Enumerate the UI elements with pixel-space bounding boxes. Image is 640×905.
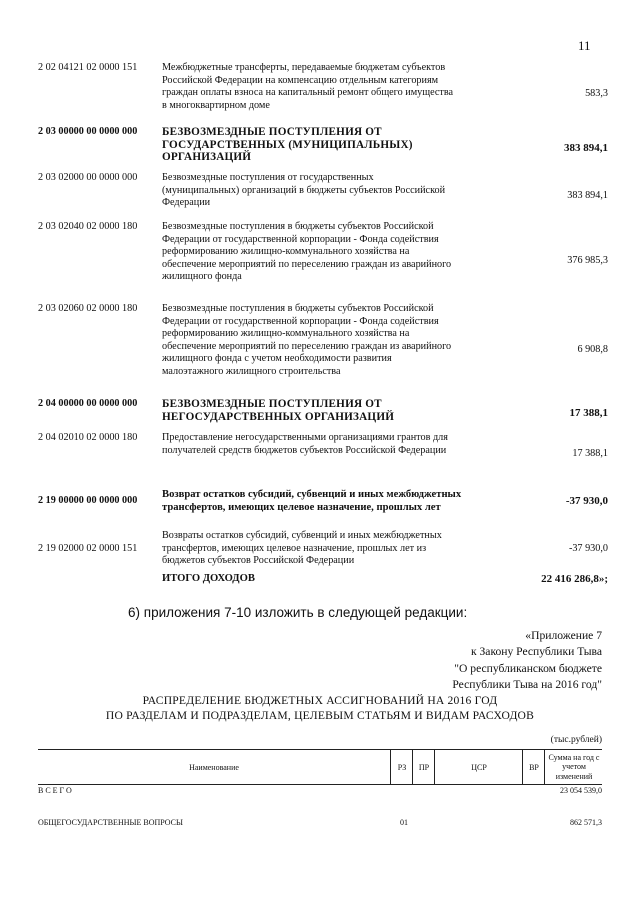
budget-code: 2 03 02060 02 0000 180 xyxy=(38,303,138,314)
revenue-row xyxy=(38,126,608,166)
table-header xyxy=(38,749,602,785)
revenue-description: Межбюджетные трансферты, передаваемые бюджетам субъектов Российской Федерации на компенсацию отдельным категориям граждан оплаты взноса на капитальный ремонт общего имущества в многоквартирном доме xyxy=(162,62,454,111)
revenue-amount: 6 908,8 xyxy=(577,344,608,355)
units-label: (тыс.рублей) xyxy=(550,735,602,745)
total-sum: 23 054 539,0 xyxy=(560,786,602,795)
revenue-row xyxy=(38,489,608,517)
revenue-amount: 383 894,1 xyxy=(567,190,608,201)
revenue-description: Возвраты остатков субсидий, субвенций и иных межбюджетных трансфертов, имеющих целевое назначение, прошлых лет из бюджетов субъектов Российской Федерации xyxy=(162,530,442,567)
section-rz: 01 xyxy=(400,818,408,827)
revenue-description: Безвозмездные поступления в бюджеты субъектов Российской Федерации от государственной корпорации - Фонда содействия реформированию жилищно-коммунального хозяйства на обеспечение мероприятий по переселению граждан из аварийного жилищного фонда с учетом необходимости развития малоэтажного жилищного строительства xyxy=(162,303,452,377)
budget-code: 2 03 02000 00 0000 000 xyxy=(38,172,138,183)
revenue-row xyxy=(38,62,608,116)
page-number: 11 xyxy=(578,38,591,53)
revenue-description: Возврат остатков субсидий, субвенций и иных межбюджетных трансфертов, имеющих целевое назначение, прошлых лет xyxy=(162,489,462,513)
column-header-csr: ЦСР xyxy=(434,750,523,784)
column-header-pr: ПР xyxy=(412,750,435,784)
section-name: ОБЩЕГОСУДАРСТВЕННЫЕ ВОПРОСЫ xyxy=(38,818,183,827)
column-header-sum: Сумма на год с учетом изменений xyxy=(544,750,603,784)
column-header-vr: ВР xyxy=(522,750,545,784)
total-label: ВСЕГО xyxy=(38,786,74,795)
budget-code: 2 04 00000 00 0000 000 xyxy=(38,398,138,409)
revenue-row xyxy=(38,303,608,383)
revenue-amount: 17 388,1 xyxy=(572,448,608,459)
budget-code: 2 03 02040 02 0000 180 xyxy=(38,221,138,232)
amendment-instruction: 6) приложения 7-10 изложить в следующей редакции: xyxy=(128,605,468,620)
budget-code: 2 02 04121 02 0000 151 xyxy=(38,62,138,73)
budget-code: 2 04 02010 02 0000 180 xyxy=(38,432,138,443)
revenue-amount: 376 985,3 xyxy=(567,255,608,266)
appendix-note: «Приложение 7 к Закону Республики Тыва "О республиканском бюджете Республики Тыва на 2016 год" xyxy=(452,629,602,692)
revenue-row xyxy=(38,172,608,212)
revenue-amount: 383 894,1 xyxy=(564,142,608,154)
section-sum: 862 571,3 xyxy=(570,818,602,827)
revenue-description: БЕЗВОЗМЕЗДНЫЕ ПОСТУПЛЕНИЯ ОТ НЕГОСУДАРСТВЕННЫХ ОРГАНИЗАЦИЙ xyxy=(162,398,395,423)
revenue-row xyxy=(38,221,608,287)
revenue-description: Безвозмездные поступления в бюджеты субъектов Российской Федерации от государственной корпорации - Фонда содействия реформированию жилищно-коммунального хозяйства на обеспечение мероприятий по переселению граждан из аварийного жилищного фонда xyxy=(162,221,452,283)
revenue-amount: -37 930,0 xyxy=(568,543,608,554)
revenue-amount: 583,3 xyxy=(585,88,608,99)
budget-code: 2 19 00000 00 0000 000 xyxy=(38,495,138,506)
revenue-description: БЕЗВОЗМЕЗДНЫЕ ПОСТУПЛЕНИЯ ОТ ГОСУДАРСТВЕННЫХ (МУНИЦИПАЛЬНЫХ) ОРГАНИЗАЦИЙ xyxy=(162,126,413,164)
revenue-amount: -37 930,0 xyxy=(565,495,608,507)
revenue-description: Предоставление негосударственными организациями грантов для получателей средств бюджетов субъектов Российской Федерации xyxy=(162,432,448,456)
column-header-rz: РЗ xyxy=(390,750,413,784)
revenue-row xyxy=(38,432,608,460)
revenue-total-label: ИТОГО ДОХОДОВ xyxy=(162,573,255,584)
revenue-amount: 17 388,1 xyxy=(569,407,608,419)
revenue-row xyxy=(38,530,608,570)
revenue-total-amount: 22 416 286,8»; xyxy=(541,573,608,585)
revenue-description: Безвозмездные поступления от государственных (муниципальных) организаций в бюджеты субъектов Российской Федерации xyxy=(162,172,446,209)
budget-code: 2 19 02000 02 0000 151 xyxy=(38,543,138,554)
budget-code: 2 03 00000 00 0000 000 xyxy=(38,126,138,137)
column-header-name: Наименование xyxy=(189,762,239,772)
revenue-total-row xyxy=(38,573,608,587)
revenue-row xyxy=(38,398,608,426)
table-title: РАСПРЕДЕЛЕНИЕ БЮДЖЕТНЫХ АССИГНОВАНИЙ НА 2016 ГОД ПО РАЗДЕЛАМ И ПОДРАЗДЕЛАМ, ЦЕЛЕВЫМ СТАТЬЯМ И ВИДАМ РАСХОДОВ xyxy=(105,694,535,722)
